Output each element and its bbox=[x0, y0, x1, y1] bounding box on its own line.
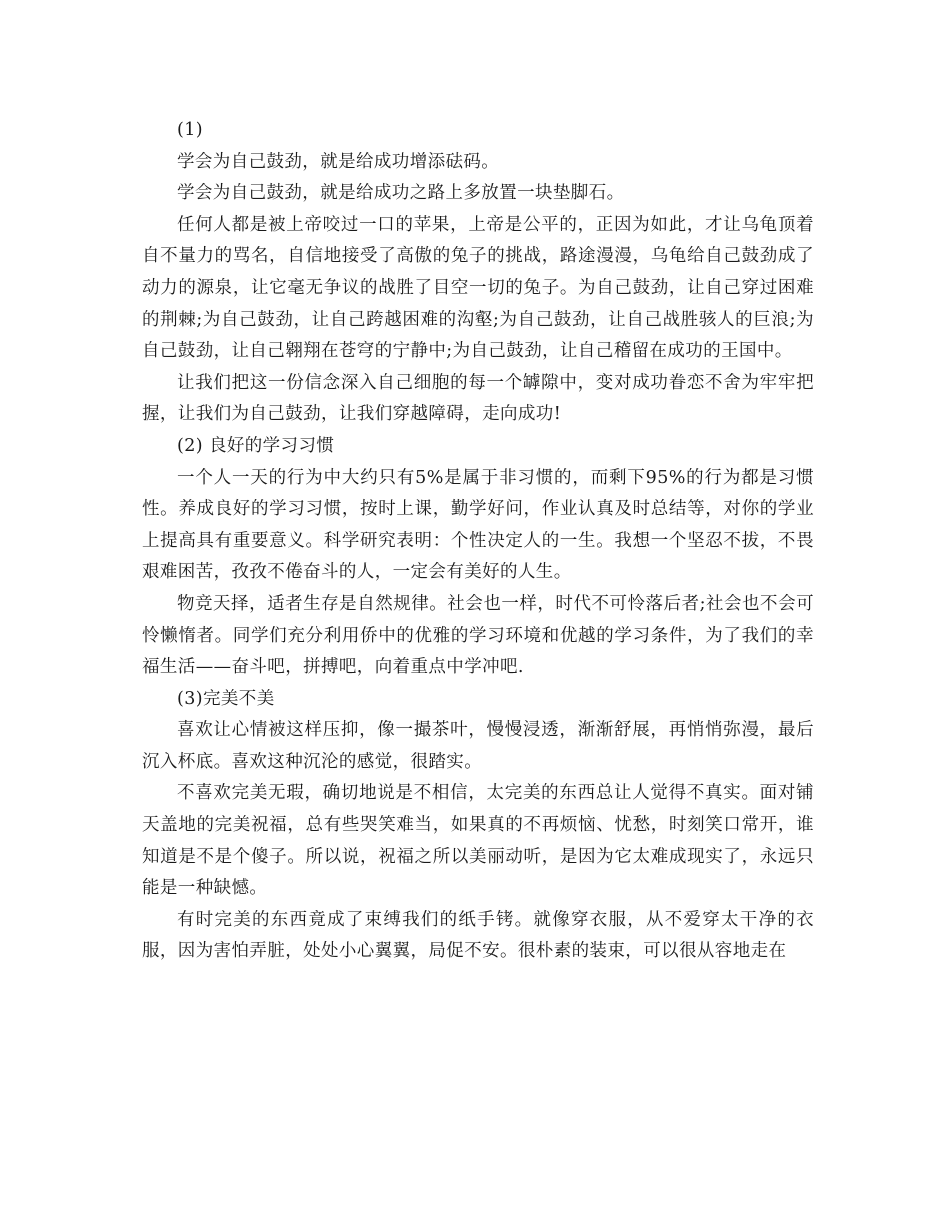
paragraph: 有时完美的东西竟成了束缚我们的纸手铐。就像穿衣服，从不爱穿太干净的衣服，因为害怕弄脏，处处小心翼翼，局促不安。很朴素的装束，可以很从容地走在 bbox=[142, 909, 814, 962]
document-body bbox=[142, 115, 814, 968]
paragraph: 任何人都是被上帝咬过一口的苹果，上帝是公平的，正因为如此，才让乌龟顶着自不量力的骂名，自信地接受了高傲的兔子的挑战，路途漫漫，乌龟给自己鼓劲成了动力的源泉，让它毫无争议的战胜了目空一切的兔子。为自己鼓劲，让自己穿过困难的荆棘;为自己鼓劲，让自己跨越困难的沟壑;为自己鼓劲，让自己战胜骇人的巨浪;为自己鼓劲，让自己翱翔在苍穹的宁静中;为自己鼓劲，让自己稽留在成功的王国中。 bbox=[142, 214, 814, 362]
paragraph: 物竞天择，适者生存是自然规律。社会也一样，时代不可怜落后者;社会也不会可怜懒惰者。同学们充分利用侨中的优雅的学习环境和优越的学习条件，为了我们的幸福生活——奋斗吧，拼搏吧，向着重点中学冲吧. bbox=[142, 593, 814, 678]
paragraph: 一个人一天的行为中大约只有5%是属于非习惯的，而剩下95%的行为都是习惯性。养成良好的学习习惯，按时上课，勤学好问，作业认真及时总结等，对你的学业上提高具有重要意义。科学研究表明：个性决定人的一生。我想一个坚忍不拔，不畏艰难困苦，孜孜不倦奋斗的人，一定会有美好的人生。 bbox=[142, 467, 814, 583]
paragraph: 让我们把这一份信念深入自己细胞的每一个罅隙中，变对成功眷恋不舍为牢牢把握，让我们为自己鼓劲，让我们穿越障碍，走向成功! bbox=[142, 372, 814, 425]
paragraph: 学会为自己鼓劲，就是给成功增添砝码。 bbox=[177, 151, 500, 172]
section-heading-3: (3)完美不美 bbox=[177, 688, 275, 709]
paragraph: 喜欢让心情被这样压抑，像一撮茶叶，慢慢浸透，渐渐舒展，再悄悄弥漫，最后沉入杯底。喜欢这种沉沦的感觉，很踏实。 bbox=[142, 720, 814, 772]
paragraph: 不喜欢完美无瑕，确切地说是不相信，太完美的东西总让人觉得不真实。面对铺天盖地的完美祝福，总有些哭笑难当，如果真的不再烦恼、忧愁，时刻笑口常开，谁知道是不是个傻子。所以说，祝福之所以美丽动听，是因为它太难成现实了，永远只能是一种缺憾。 bbox=[142, 783, 814, 899]
section-heading-1: (1) bbox=[177, 120, 203, 140]
section-heading-2: (2) 良好的学习习惯 bbox=[177, 435, 335, 456]
paragraph: 学会为自己鼓劲，就是给成功之路上多放置一块垫脚石。 bbox=[177, 183, 625, 204]
